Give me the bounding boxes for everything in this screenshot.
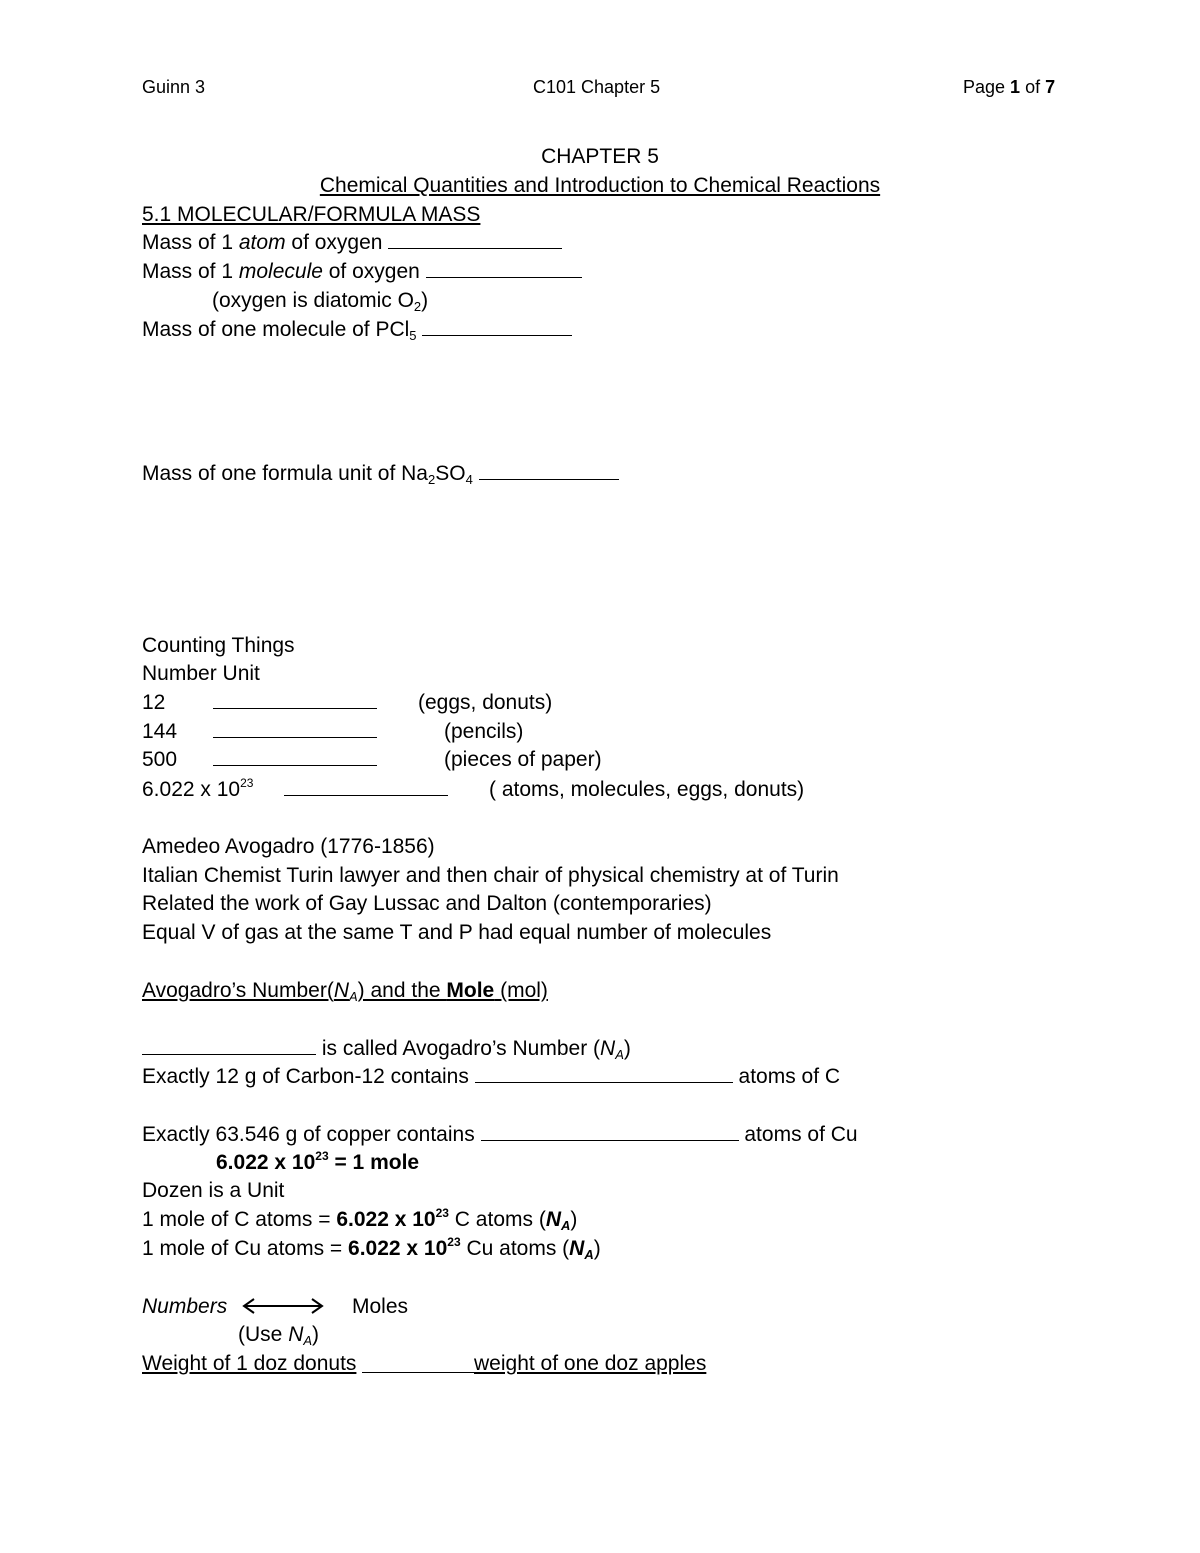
header-left: Guinn 3 (142, 77, 206, 97)
answer-blank (475, 1064, 733, 1083)
mole-equation: 6.022 x $10^{23} = 1$ mole (216, 1149, 420, 1174)
avogadro-line: Related the work of Gay Lussac and Dalton (contemporaries) (142, 892, 712, 915)
count-row-blank (284, 777, 448, 803)
chapter-subtitle: Chemical Quantities and Introduction to Chemical Reactions (319, 174, 881, 197)
answer-blank (422, 317, 572, 336)
answer-blank (426, 259, 582, 278)
avogadro-number-line: is called Avogadro’s Number $(N_A)$ (142, 1036, 631, 1062)
count-row-number: 6.022 x $10^{23}$ (142, 776, 254, 801)
carbon-mole-line: 1 mole of C atoms = 6.022 x $10^{23}$ C atoms $(N_A)$ (142, 1206, 578, 1233)
mass-pcl5-line: Mass of one molecule of PCl$_5$ (142, 317, 572, 343)
moles-label: Moles (352, 1295, 409, 1318)
count-row-blank (213, 719, 377, 745)
answer-blank (388, 230, 562, 249)
answer-blank (213, 719, 377, 738)
counting-subtitle: Number Unit (142, 662, 260, 685)
count-row-note: ( atoms, molecules, eggs, donuts) (489, 778, 805, 801)
avogadro-line: Equal V of gas at the same T and P had equal number of molecules (142, 921, 772, 944)
count-row-blank (213, 747, 377, 773)
avogadro-line: Italian Chemist Turin lawyer and then chair of physical chemistry at of Turin (142, 864, 839, 887)
weight-donuts: Weight of 1 doz donuts (142, 1352, 357, 1375)
mole-heading: Avogadro’s $Number(N_A)$ and the Mole (mol) (142, 979, 548, 1004)
header-center: C101 Chapter 5 (533, 77, 661, 97)
diatomic-note: (oxygen is diatomic $O_2$) (212, 289, 429, 314)
numbers-label: Numbers (142, 1295, 228, 1318)
count-row-note: (pieces of paper) (444, 748, 602, 771)
answer-blank (479, 461, 619, 480)
section-heading-5-1: 5.1 MOLECULAR/FORMULA MASS (142, 203, 481, 226)
answer-blank (213, 747, 377, 766)
count-row-note: (pencils) (444, 720, 524, 743)
use-na-note: (Use $N_A$) (238, 1323, 320, 1348)
mass-molecule-oxygen-line: Mass of 1 molecule of oxygen (142, 259, 582, 285)
avogadro-line: Amedeo Avogadro (1776-1856) (142, 835, 435, 858)
chapter-title: CHAPTER 5 (541, 145, 659, 168)
count-row-blank (213, 690, 377, 716)
header-page-number: Page 1 of 7 (963, 77, 1056, 97)
answer-blank (213, 690, 377, 709)
counting-title: Counting Things (142, 634, 295, 657)
carbon-line: Exactly 12 g of Carbon-12 contains atoms of C (142, 1065, 841, 1088)
copper-mole-line: 1 mole of Cu atoms = 6.022 x $10^{23}$ Cu atoms $(N_A)$ (142, 1235, 601, 1262)
answer-blank (481, 1122, 739, 1141)
count-row-note: (eggs, donuts) (418, 691, 553, 714)
mass-na2so4-line: Mass of one formula unit of $Na_2SO_4$ (142, 461, 619, 487)
answer-blank (142, 1036, 316, 1055)
count-row-number: 500 (142, 748, 178, 771)
mass-atom-oxygen-line: Mass of 1 atom of oxygen (142, 230, 562, 256)
copper-line: Exactly 63.546 g of copper contains atoms of Cu (142, 1123, 858, 1146)
count-row-number: 144 (142, 720, 178, 743)
dozen-line: Dozen is a Unit (142, 1179, 285, 1202)
count-row-number: 12 (142, 691, 166, 714)
weight-apples: weight of one doz apples (474, 1352, 707, 1375)
answer-blank (284, 777, 448, 796)
weight-underline-gap (362, 1372, 474, 1373)
double-arrow-icon (240, 1296, 326, 1316)
